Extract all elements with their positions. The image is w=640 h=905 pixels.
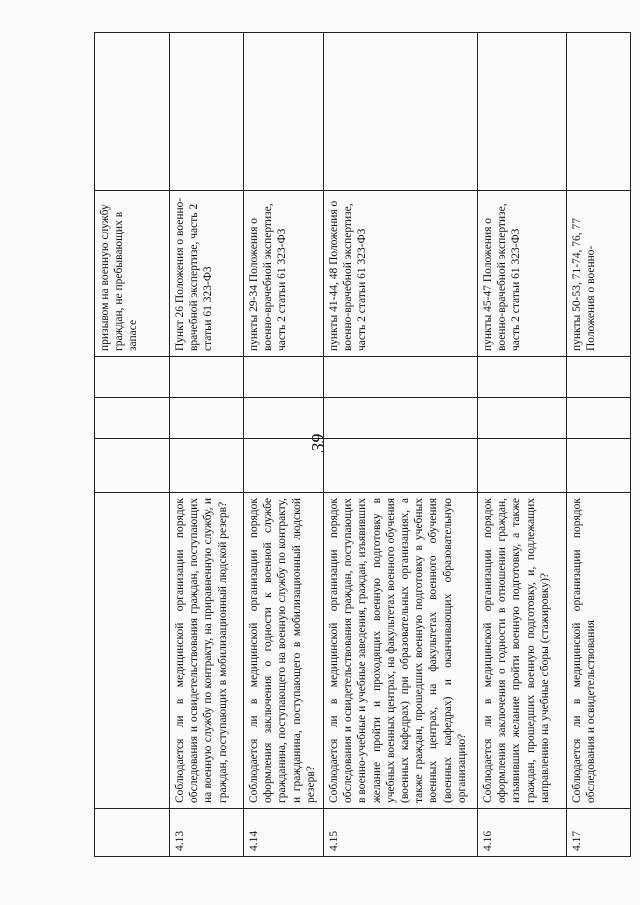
table-row — [170, 33, 244, 857]
empty-cell — [567, 398, 631, 439]
requirement-text: Соблюдается ли в медицинской организации порядок обследования и освидетельствования граждан, поступающих на военную службу по контракту, на приравненную службу, и граждан, поступающих в мобилизационный людской резерв? — [170, 493, 244, 809]
empty-cell — [170, 357, 244, 398]
table-row — [478, 33, 567, 857]
table-row — [244, 33, 324, 857]
table-row — [567, 33, 631, 857]
empty-cell — [478, 357, 567, 398]
empty-cell — [170, 439, 244, 493]
row-number: 4.13 — [170, 809, 244, 857]
empty-cell — [95, 439, 170, 493]
empty-cell — [567, 357, 631, 398]
empty-cell — [567, 33, 631, 191]
empty-cell — [324, 357, 478, 398]
empty-cell — [170, 33, 244, 191]
empty-cell — [244, 398, 324, 439]
legal-reference: пункты 50-53, 71-74, 76, 77 Положения о военно- — [567, 191, 631, 357]
requirement-text — [95, 493, 170, 809]
table-row — [95, 33, 170, 857]
requirement-text: Соблюдается ли в медицинской организации порядок оформления заключения о годности в отношении граждан, изъявивших желание пройти военную подготовку, а также граждан, прошедших военную подготовку, и, подлежащих направлению на учебные сборы (стажировку)? — [478, 493, 567, 809]
row-number: 4.16 — [478, 809, 567, 857]
requirement-text: Соблюдается ли в медицинской организации порядок обследования и освидетельствования граждан, поступающих в военно-учебные и учебные заведения, граждан, изъявивших желание пройти и проходящих военную подготовку в учебных военных центрах, на факультетах военного обучения (военных кафедрах) при образовательных организациях, а также граждан, прошедших военную подготовку в учебных военных центрах, на факультетах военного обучения (военных кафедрах) и оканчивающих образовательную организацию? — [324, 493, 478, 809]
empty-cell — [244, 357, 324, 398]
legal-reference: пункты 29-34 Положения о военно-врачебной экспертизе, часть 2 статьи 61 323-ФЗ — [244, 191, 324, 357]
empty-cell — [478, 33, 567, 191]
empty-cell — [324, 439, 478, 493]
page-number: 39 — [308, 434, 328, 452]
empty-cell — [324, 398, 478, 439]
legal-reference: Пункт 26 Положения о военно-врачебной экспертизе, часть 2 статьи 61 323-ФЗ — [170, 191, 244, 357]
requirement-text: Соблюдается ли в медицинской организации порядок обследования и освидетельствования — [567, 493, 631, 809]
rotated-table — [94, 33, 630, 857]
legal-reference: пункты 45-47 Положения о военно-врачебной экспертизе, часть 2 статьи 61 323-ФЗ — [478, 191, 567, 357]
empty-cell — [567, 439, 631, 493]
empty-cell — [95, 33, 170, 191]
row-number: 4.15 — [324, 809, 478, 857]
table-frame — [94, 33, 630, 857]
table-row — [324, 33, 478, 857]
row-number: 4.17 — [567, 809, 631, 857]
empty-cell — [244, 33, 324, 191]
empty-cell — [170, 398, 244, 439]
requirement-text: Соблюдается ли в медицинской организации порядок оформления заключения о годности к военной службе гражданина, поступающего на военную службу по контракту, и гражданина, поступающего в мобилизационный людской резерв? — [244, 493, 324, 809]
legal-reference: пункты 41-44, 48 Положения о военно-врачебной экспертизе, часть 2 статьи 61 323-ФЗ — [324, 191, 478, 357]
empty-cell — [478, 398, 567, 439]
empty-cell — [95, 357, 170, 398]
empty-cell — [95, 398, 170, 439]
empty-cell — [244, 439, 324, 493]
checklist-table — [94, 32, 631, 857]
row-number: 4.14 — [244, 809, 324, 857]
row-number — [95, 809, 170, 857]
empty-cell — [324, 33, 478, 191]
empty-cell — [478, 439, 567, 493]
legal-reference: призывом на военную службу граждан, не пребывающих в запасе — [95, 191, 170, 357]
